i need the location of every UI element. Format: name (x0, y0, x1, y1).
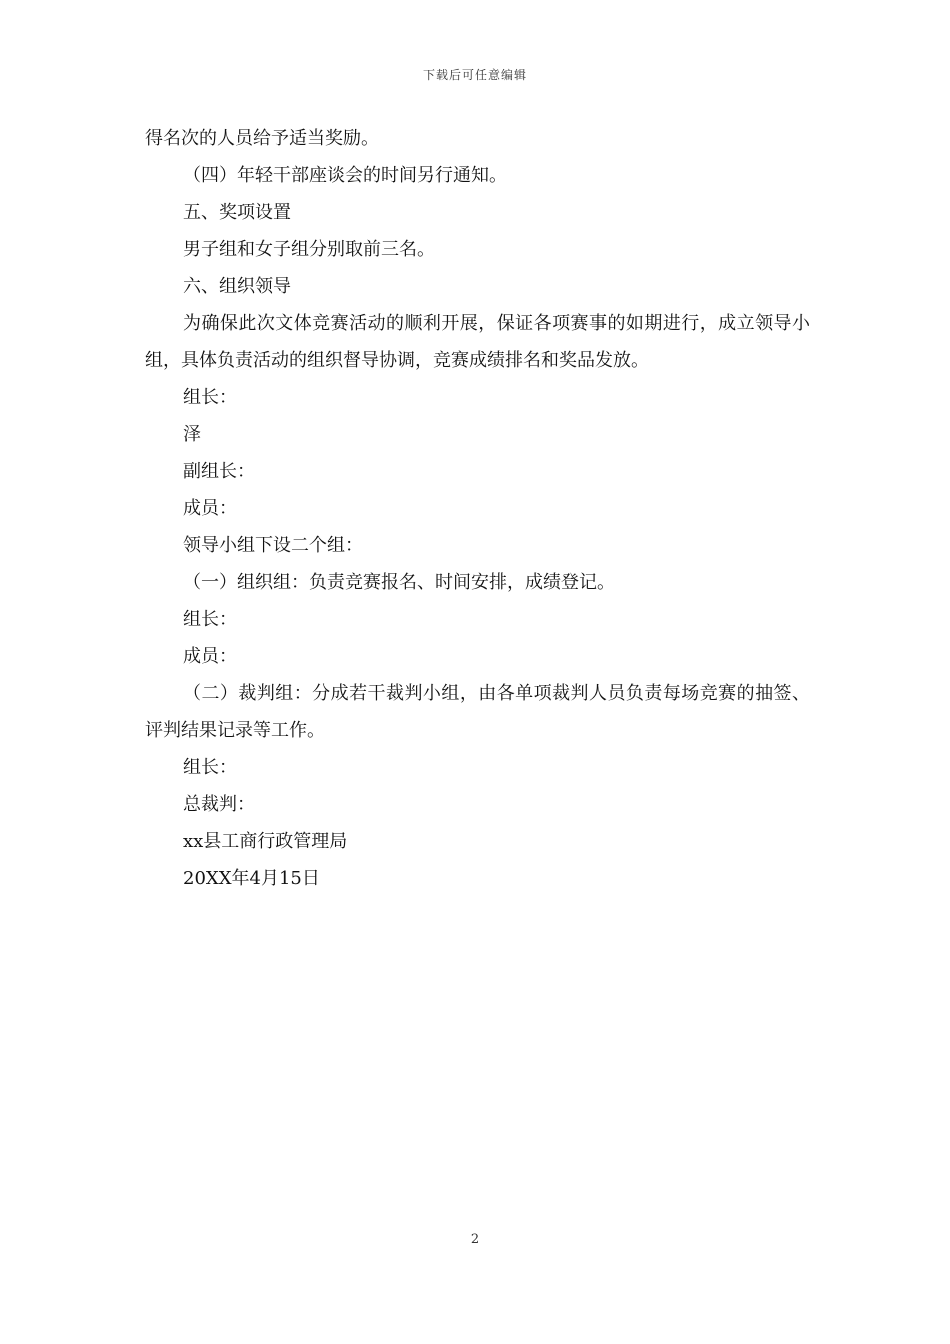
signature-date: 20XX年4月15日 (183, 868, 320, 889)
label-members: 成员： (183, 498, 237, 519)
leader-name: 泽 (183, 424, 201, 445)
paragraph-subgroups: 领导小组下设二个组： (183, 535, 363, 556)
label-organizing-members: 成员： (183, 646, 237, 667)
paragraph-referee-group: （二）裁判组：分成若干裁判小组，由各单项裁判人员负责每场竞赛的抽签、评判结果记录等工作。 (145, 683, 810, 741)
section-heading-organization: 六、组织领导 (183, 276, 291, 297)
page-header: 下载后可任意编辑 (422, 68, 527, 82)
paragraph-forum-notice: （四）年轻干部座谈会的时间另行通知。 (183, 165, 507, 186)
paragraph-leadership-group: 为确保此次文体竞赛活动的顺利开展，保证各项赛事的如期进行，成立领导小组，具体负责活动的组织督导协调，竞赛成绩排名和奖品发放。 (145, 313, 810, 371)
signature-organization: xx县工商行政管理局 (183, 831, 348, 852)
page-number: 2 (470, 1232, 480, 1247)
label-deputy-leader: 副组长： (183, 461, 255, 482)
section-heading-awards: 五、奖项设置 (183, 202, 291, 223)
paragraph-organizing-group: （一）组织组：负责竞赛报名、时间安排，成绩登记。 (183, 572, 615, 593)
document-body (145, 120, 810, 897)
label-organizing-leader: 组长： (183, 609, 237, 630)
label-chief-referee: 总裁判： (183, 794, 255, 815)
paragraph-awards: 男子组和女子组分别取前三名。 (183, 239, 435, 260)
paragraph-award-continued: 得名次的人员给予适当奖励。 (145, 128, 379, 149)
label-referee-leader: 组长： (183, 757, 237, 778)
label-group-leader: 组长： (183, 387, 237, 408)
